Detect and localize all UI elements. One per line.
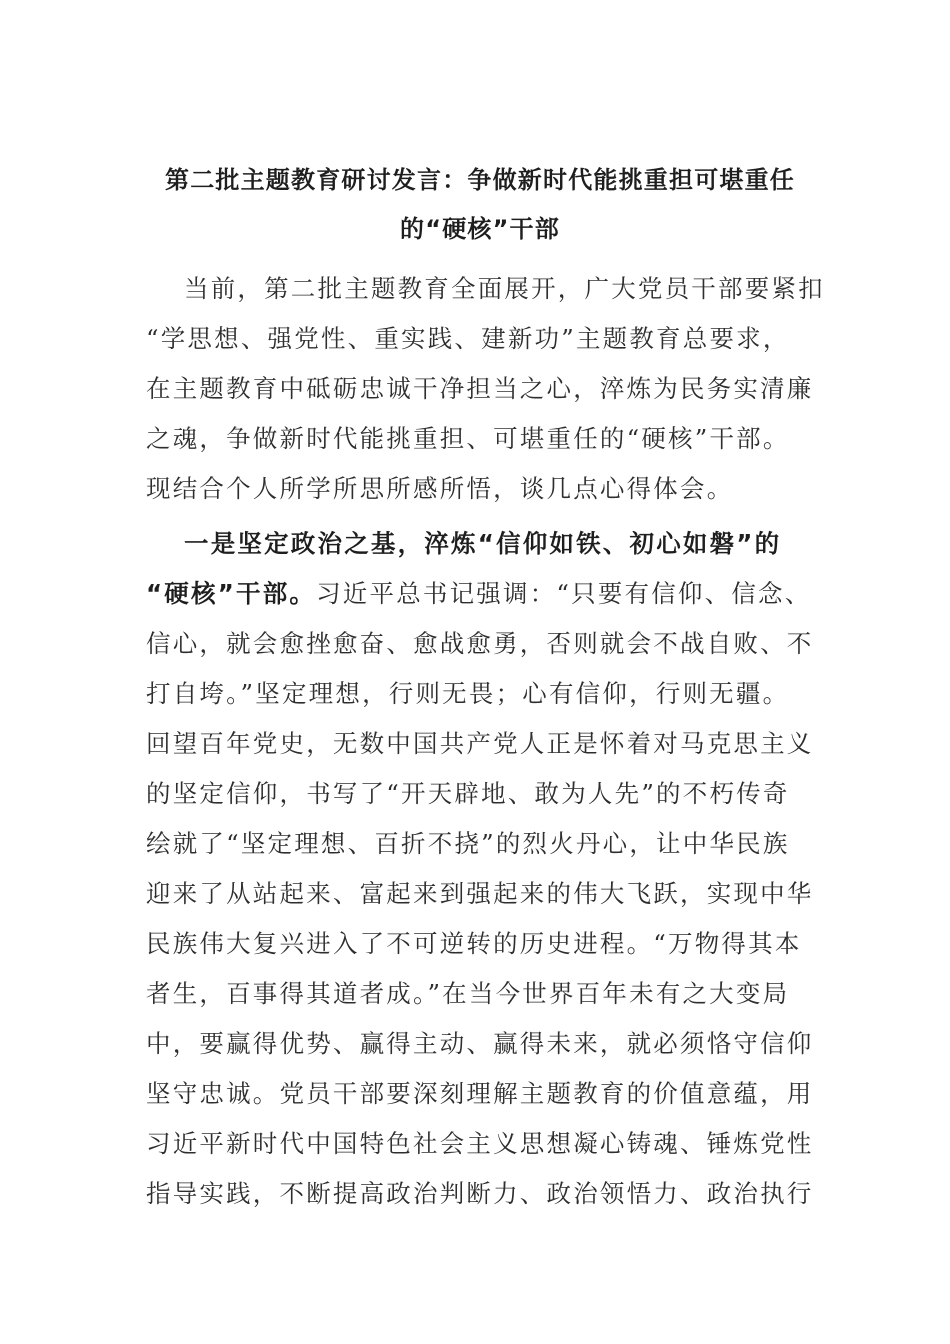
paragraph-line: 的坚定信仰，书写了“开天辟地、敢为人先”的不朽传奇 — [146, 779, 790, 808]
paragraph-line — [146, 569, 812, 619]
section-heading-line-2: “硬核”干部。 — [146, 579, 317, 608]
paragraph-line: 坚守忠诚。党员干部要深刻理解主题教育的价值意蕴，用 — [146, 1079, 814, 1108]
paragraph-line: “学思想、强党性、重实践、建新功”主题教育总要求， — [146, 324, 790, 353]
paragraph-line: 指导实践，不断提高政治判断力、政治领悟力、政治执行 — [146, 1179, 814, 1208]
paragraph-line: 民族伟大复兴进入了不可逆转的历史进程。“万物得其本 — [146, 929, 802, 958]
paragraph-line: 绘就了“坚定理想、百折不挠”的烈火丹心，让中华民族 — [146, 829, 790, 858]
paragraph-line: 现结合个人所学所思所感所悟，谈几点心得体会。 — [146, 474, 734, 503]
paragraph-line: 迎来了从站起来、富起来到强起来的伟大飞跃，实现中华 — [146, 879, 814, 908]
paragraph-line: 之魂，争做新时代能挑重担、可堪重任的“硬核”干部。 — [146, 424, 790, 453]
paragraph-line: 回望百年党史，无数中国共产党人正是怀着对马克思主义 — [146, 729, 814, 758]
paragraph-line: 当前，第二批主题教育全面展开，广大党员干部要紧扣 — [184, 274, 825, 303]
document-title-line-2: 的“硬核”干部 — [400, 215, 560, 243]
paragraph-line: 者生，百事得其道者成。”在当今世界百年未有之大变局 — [146, 979, 790, 1008]
paragraph-line: 在主题教育中砥砺忠诚干净担当之心，淬炼为民务实清廉 — [146, 374, 814, 403]
document-title-line-1: 第二批主题教育研讨发言：争做新时代能挑重担可堪重任 — [165, 166, 795, 194]
paragraph-line: 习近平新时代中国特色社会主义思想凝心铸魂、锤炼党性 — [146, 1129, 814, 1158]
paragraph-line: 信心，就会愈挫愈奋、愈战愈勇，否则就会不战自败、不 — [146, 629, 814, 658]
paragraph-line: 中，要赢得优势、赢得主动、赢得未来，就必须恪守信仰 — [146, 1029, 814, 1058]
paragraph-point-one — [146, 519, 812, 1219]
section-heading-line-1: 一是坚定政治之基，淬炼“信仰如铁、初心如磐”的 — [184, 529, 782, 558]
paragraph-intro — [146, 264, 825, 514]
paragraph-line: 打自垮。”坚定理想，行则无畏；心有信仰，行则无疆。 — [146, 679, 790, 708]
paragraph-line-rest: 习近平总书记强调：“只要有信仰、信念、 — [316, 579, 812, 608]
